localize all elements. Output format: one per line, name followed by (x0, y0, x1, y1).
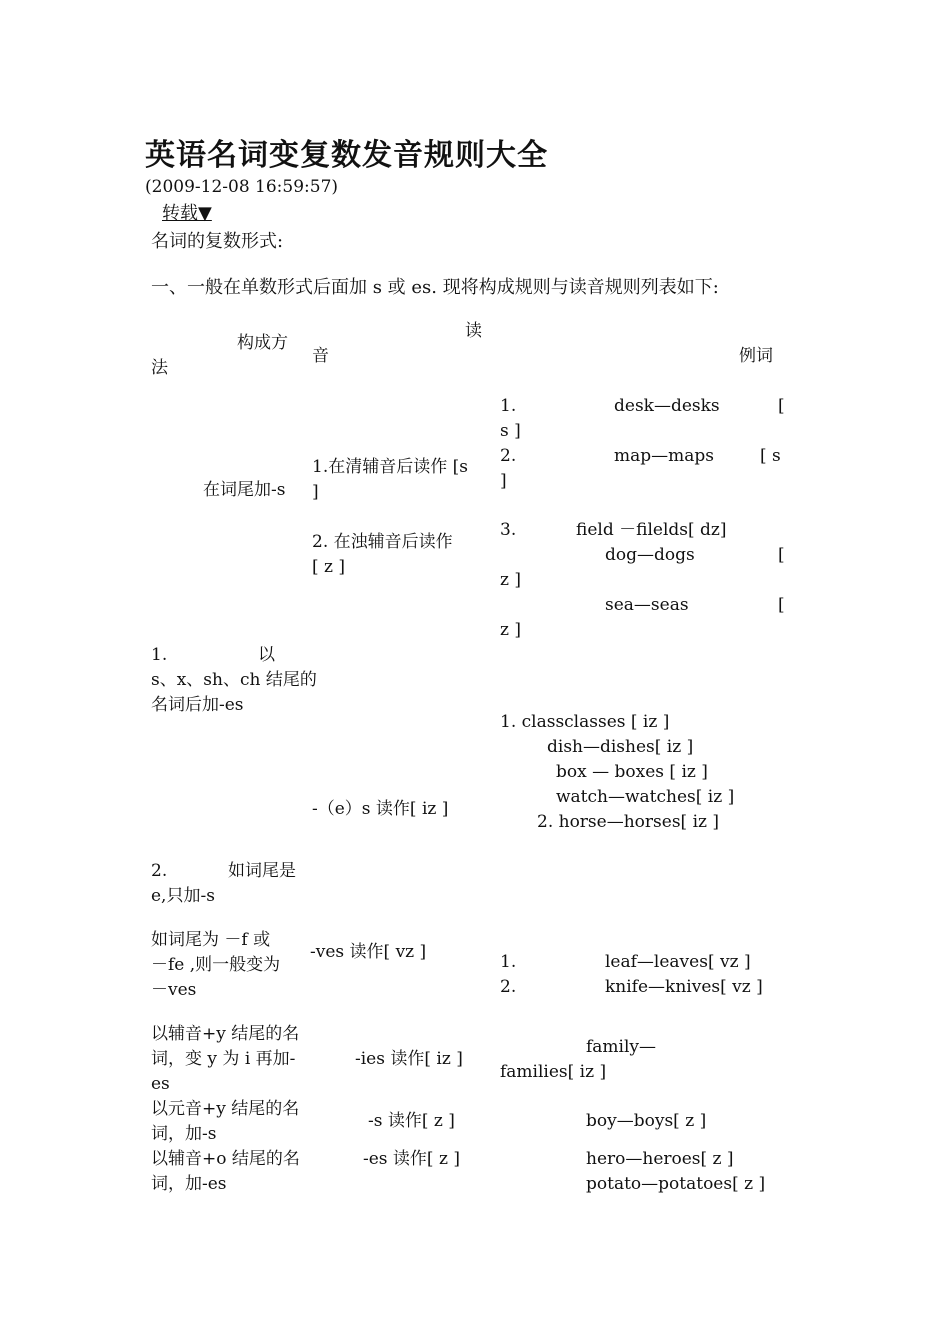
row6-ex: boy—boys[ z ] (586, 1111, 707, 1131)
row1-pron2: 2. 在浊辅音后读作 (312, 532, 453, 552)
repost-link[interactable]: 转载▼ (162, 203, 212, 224)
header-pron-a: 读 (465, 321, 482, 341)
row1-ex1: desk—desks (614, 396, 720, 416)
row1-pron1: 1.在清辅音后读作 [s (312, 457, 468, 477)
row1-ex1-num: 1. (500, 396, 517, 416)
row4-ex1-num: 1. (500, 952, 517, 972)
header-method-a: 构成方 (237, 333, 288, 353)
page-title: 英语名词变复数发音规则大全 (145, 138, 548, 173)
row1-ex5-bracket: [ (778, 595, 785, 615)
row5-ex-b: families[ iz ] (500, 1062, 607, 1082)
row5-ex-a: family— (586, 1037, 657, 1057)
row7-pron: -es 读作[ z ] (363, 1149, 460, 1169)
row2-ex3: box — boxes [ iz ] (556, 762, 708, 782)
row2-pron: -（e）s 读作[ iz ] (312, 799, 449, 819)
row3-method-num: 2. (151, 861, 168, 881)
row2-ex4: watch—watches[ iz ] (556, 787, 735, 807)
row7-ex-a: hero—heroes[ z ] (586, 1149, 734, 1169)
row3-method-a: 如词尾是 (228, 861, 296, 881)
row4-method-c: －ves (151, 980, 197, 1000)
row1-ex3-num: 3. (500, 520, 517, 540)
row2-ex1: 1. classclasses [ iz ] (500, 712, 670, 732)
row1-ex2-tail: ] (500, 471, 507, 491)
row1-ex2-num: 2. (500, 446, 517, 466)
row7-method-a: 以辅音+o 结尾的名 (151, 1149, 300, 1169)
row4-method-b: －fe ,则一般变为 (151, 955, 281, 975)
row4-ex1: leaf—leaves[ vz ] (605, 952, 751, 972)
row7-method-b: 词，加-es (151, 1174, 227, 1194)
row4-ex2-num: 2. (500, 977, 517, 997)
row2-method-b: s、x、sh、ch 结尾的 (151, 670, 317, 690)
header-method-b: 法 (151, 358, 168, 378)
row1-ex4: dog—dogs (605, 545, 695, 565)
row1-method: 在词尾加-s (203, 480, 286, 500)
row3-method-b: e,只加-s (151, 886, 215, 906)
row1-ex1-tail: s ] (500, 421, 521, 441)
row2-ex5: 2. horse—horses[ iz ] (537, 812, 720, 832)
row4-method-a: 如词尾为 －f 或 (151, 930, 271, 950)
row1-ex5: sea—seas (605, 595, 689, 615)
intro-line: 一、一般在单数形式后面加 s 或 es. 现将构成规则与读音规则列表如下: (151, 277, 719, 298)
row1-ex5-tail: z ] (500, 620, 521, 640)
row2-ex2: dish—dishes[ iz ] (547, 737, 694, 757)
row1-pron1-close: ] (312, 482, 319, 502)
row2-method-a: 以 (258, 645, 275, 665)
row1-ex1-bracket: [ (778, 396, 785, 416)
intro-label: 名词的复数形式: (151, 231, 284, 252)
row1-ex2: map—maps (614, 446, 714, 466)
row5-method-a: 以辅音+y 结尾的名 (151, 1024, 300, 1044)
row5-pron: -ies 读作[ iz ] (355, 1049, 463, 1069)
row5-method-c: es (151, 1074, 170, 1094)
row6-method-a: 以元音+y 结尾的名 (151, 1099, 300, 1119)
row1-ex4-bracket: [ (778, 545, 785, 565)
row6-method-b: 词，加-s (151, 1124, 217, 1144)
row7-ex-b: potato—potatoes[ z ] (586, 1174, 766, 1194)
row2-method-num: 1. (151, 645, 168, 665)
row5-method-b: 词，变 y 为 i 再加- (151, 1049, 296, 1069)
row6-pron: -s 读作[ z ] (368, 1111, 455, 1131)
header-example: 例词 (739, 346, 773, 366)
row1-ex4-tail: z ] (500, 570, 521, 590)
post-date: (2009-12-08 16:59:57) (145, 177, 339, 197)
row4-ex2: knife—knives[ vz ] (605, 977, 763, 997)
row1-pron2-bracket: [ z ] (312, 557, 346, 577)
header-pron-b: 音 (312, 346, 329, 366)
row1-ex3: field －filelds[ dz] (576, 520, 727, 540)
row2-method-c: 名词后加-es (151, 695, 244, 715)
row4-pron: -ves 读作[ vz ] (310, 942, 427, 962)
row1-ex2-bracket: [ s (760, 446, 781, 466)
